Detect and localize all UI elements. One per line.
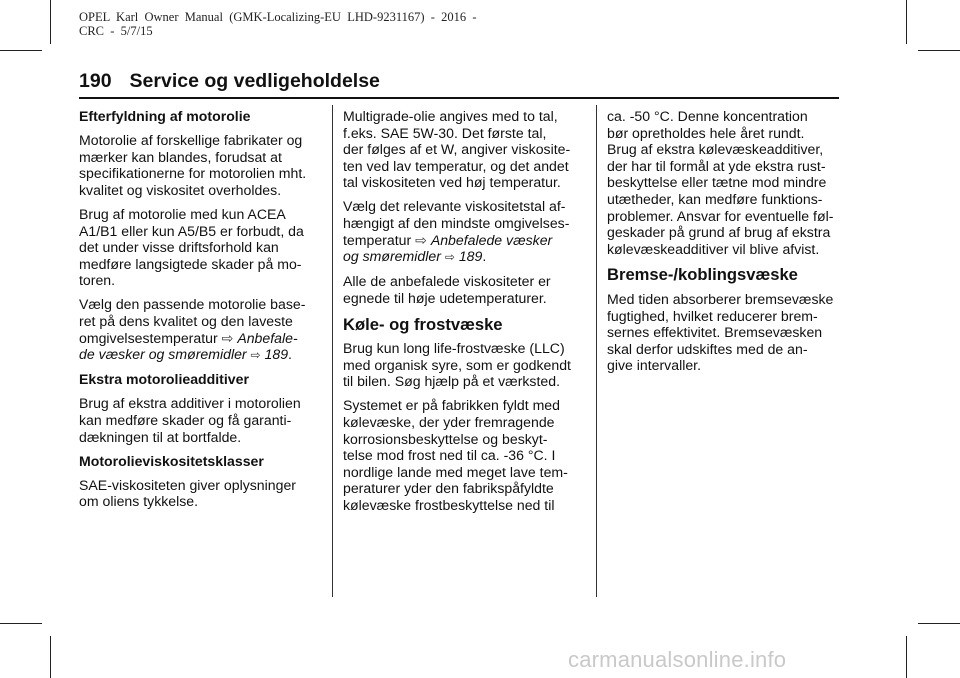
heading-coolant: Køle- og frostvæske [343, 314, 503, 334]
reference-arrow-icon: ⇨ [415, 231, 427, 248]
print-metadata-line2: CRC - 5/7/15 [79, 24, 153, 38]
heading-oil-additives: Ekstra motorolieadditiver [79, 371, 249, 388]
heading-brake-fluid: Bremse-/koblingsvæske [607, 265, 798, 285]
page-reference[interactable]: 189 [264, 346, 289, 363]
crop-mark [50, 636, 51, 678]
column-2 [343, 108, 583, 521]
page-header [79, 70, 380, 93]
paragraph-with-reference: Vælg det relevante viskositetstal af- hængigt af den mindste omgivelses- temperatur ⇨ Anbefalede væsker og smøremidler ⇨ 189. [343, 198, 570, 265]
paragraph: Alle de anbefalede viskositeter er egnede til høje udetemperaturer. [343, 273, 551, 306]
paragraph: Med tiden absorberer bremsevæske fugtighed, hvilket reducerer brem- sernes effektivitet. Bremsevæsken skal derfor udskiftes med de an- give intervaller. [607, 290, 834, 374]
page-ref-arrow-icon: ⇨ [444, 250, 455, 265]
cross-reference-link[interactable]: Anbefale- de væsker og smøremidler [79, 329, 298, 363]
paragraph: Systemet er på fabrikken fyldt med kølevæske, der yder fremragende korrosionsbeskyttelse og beskyt- telse mod frost ned til ca. -36 °C. I nordlige lande med meget lave tem- peraturer yder den fabrikspåfyldte kølevæske frostbeskyttelse ned til [343, 397, 568, 513]
paragraph: ca. -50 °C. Denne koncentration bør opretholdes hele året rundt. Brug af ekstra kølevæskeadditiver, der har til formål at yde ekstra rust- beskyttelse eller tætne mod mindre utætheder, kan medføre funktions- problemer. Ansvar for eventuelle føl- geskader på grund af brug af ekstra kølevæskeadditiver vil blive afvist. [607, 108, 834, 257]
crop-mark [0, 50, 42, 51]
print-metadata-line1: OPEL Karl Owner Manual (GMK-Localizing-EU LHD-9231167) - 2016 - [79, 10, 477, 24]
crop-mark [906, 0, 907, 44]
heading-viscosity-classes: Motorolieviskositetsklasser [79, 452, 264, 469]
heading-oil-refill: Efterfyldning af motorolie [79, 108, 251, 124]
crop-mark [50, 0, 51, 44]
paragraph: Brug kun long life-frostvæske (LLC) med organisk syre, som er godkendt til bilen. Søg hjælp på et værksted. [343, 340, 571, 390]
column-1 [79, 108, 319, 517]
paragraph: Multigrade-olie angives med to tal, f.eks. SAE 5W-30. Det første tal, der følges af et W, angiver viskosite- ten ved lav temperatur, og det andet tal viskositeten ved høj temperatur. [343, 108, 571, 191]
paragraph: Motorolie af forskellige fabrikater og mærker kan blandes, forudsat at specifikationerne for motorolien mht. kvalitet og viskositet overholdes. [79, 132, 307, 198]
column-3 [607, 108, 847, 381]
paragraph: SAE-viskositeten giver oplysninger om oliens tykkelse. [79, 476, 296, 510]
crop-mark [0, 623, 42, 624]
watermark: carmanualsonline.info [568, 647, 787, 672]
print-metadata [79, 10, 477, 38]
crop-mark [918, 50, 960, 51]
reference-arrow-icon: ⇨ [221, 329, 234, 346]
column-divider [332, 105, 333, 597]
crop-mark [906, 636, 907, 678]
page-ref-arrow-icon: ⇨ [250, 348, 261, 363]
page-reference[interactable]: 189 [458, 248, 483, 265]
column-divider [596, 105, 597, 597]
header-rule [79, 97, 839, 99]
paragraph-with-reference: Vælg den passende motorolie base- ret på dens kvalitet og den laveste omgivelsestemperatur ⇨ Anbefale- de væsker og smøremidler ⇨ 189. [79, 296, 306, 363]
paragraph: Brug af ekstra additiver i motorolien kan medføre skader og få garanti- dækningen til at bortfalde. [79, 395, 301, 445]
section-title: Service og vedligeholdelse [129, 70, 380, 92]
page-number: 190 [79, 70, 112, 92]
paragraph: Brug af motorolie med kun ACEA A1/B1 eller kun A5/B5 er forbudt, da det under visse driftsforhold kan medføre langsigtede skader på mo- toren. [79, 205, 304, 289]
cross-reference-link[interactable]: Anbefalede væsker og smøremidler [343, 231, 553, 265]
crop-mark [918, 623, 960, 624]
